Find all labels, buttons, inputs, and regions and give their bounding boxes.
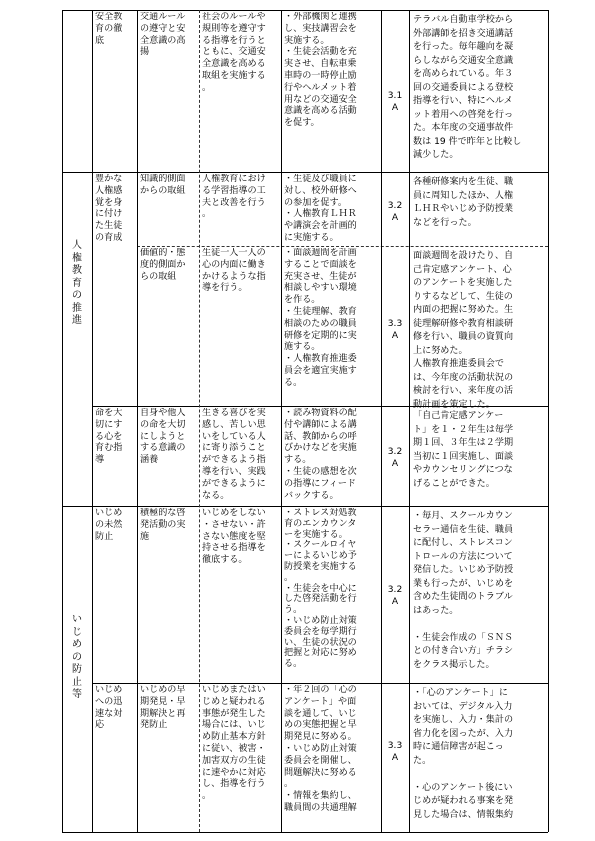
measures-cell: ・外部機関と連携 し、実技講習会を 実施する。 ・生徒会活動を充 実させ、自転車乗 車時の一時停止励 行やヘルメット着 用などの交通安全 意識を高める活動 を促す。 bbox=[284, 12, 357, 129]
measures-cell: ・ストレス対処教 育のエンカウンタ ーを実施する。 ・スクールロイヤ ーによるいじめ予 防授業を実施する 。 ・生徒会を中心に した啓発活動を行 う。 ・いじめ防止対策 委員会を毎学期行 い、生徒の状況の 把握と対応に努め る。 bbox=[284, 508, 357, 670]
row-border bbox=[92, 683, 548, 684]
table-left-border bbox=[62, 10, 63, 832]
evaluation-score: 3.2 A bbox=[387, 585, 403, 607]
item-cell: 豊かな 人権感 覚を身 に付け た生徒 の育成 bbox=[95, 174, 123, 243]
column-border-dashed bbox=[199, 10, 200, 832]
results-cell: ・毎月、スクールカウン セラー通信を生徒、職員 に配付し、ストレスコン トロールの方法について 発信した。いじめ予防授 業も行ったが、いじめを 含めた生徒間のトラブル はあった。 ・生徒会作成の「ＳＮＳ との付き合い方」チラシ をクラス掲示した。 bbox=[413, 511, 514, 670]
perspective-cell: 自身や他人 の命を大切 にしようと する意識の 涵養 bbox=[140, 408, 186, 466]
table-right-border bbox=[548, 10, 549, 832]
policy-cell: 生きる喜びを実 感し、苦しい思 いをしている人 に寄り添うこと ができるよう指 導を行い、実践 ができるように なる。 bbox=[202, 408, 266, 501]
policy-cell: 人権教育におけ る学習指導の工 夫と改善を行う 。 bbox=[202, 174, 266, 220]
measures-cell: ・面談週間を計画 することで面談を 充実させ、生徒が 相談しやすい環境 を作る。 ・生徒理解、教育 相談のための職員 研修を定期的に実 施する。 ・人権教育推進委 員会を適宜実施す る。 bbox=[284, 248, 357, 388]
item-cell: いじめ の未然 防止 bbox=[95, 508, 123, 542]
item-cell: いじめ への迅 速な対 応 bbox=[95, 685, 123, 731]
evaluation-score: 3.2 A bbox=[387, 201, 403, 223]
section-title-human-rights: 人権教育の推進 bbox=[72, 240, 82, 326]
policy-cell: いじめをしない ・させない・許 さない態度を堅 持させる指導を 徹底する。 bbox=[202, 508, 266, 566]
perspective-cell: 交通ルール の遵守と安 全意識の高 揚 bbox=[140, 12, 186, 58]
results-cell: テラバル自動車学校から 外部講師を招き交通講話 を行った。毎年趣向を凝 らしながら交通安全意識 を高められている。年３ 回の交通委員による登校 指導を行い、特にヘルメ ット着用への啓発を行っ た。本年度の交通事故件 数は 19 件で昨年と比較し 減少した。 bbox=[413, 15, 522, 160]
perspective-cell: いじめの早 期発見・早 期解決と再 発防止 bbox=[140, 685, 186, 731]
results-cell: 「自己肯定感アンケー ト」を１・２年生は毎学 期１回、３年生は２学期 当初に１回実施し、面談 やカウンセリングにつな げることができた。 bbox=[413, 411, 514, 489]
column-border bbox=[281, 10, 282, 832]
measures-cell: ・年２回の「心の アンケート」や面 談を通して、いじ めの実態把握と早 期発見に努める。 ・いじめ防止対策 委員会を開催し、 問題解決に努める 。 ・情報を集約し、 職員間の共通理解 bbox=[284, 685, 357, 813]
results-cell: 面談週間を設けたり、自 己肯定感アンケート、心 のアンケートを実施した りするなどして、生徒の 内面の把握に努めた。生 徒理解研修や教育相談研 修を行い、職員の資質向 上に努めた。 人権教育推進委員会で は、今年度の活動状況の 検討を行い、来年度の活 動計画を策定した。 bbox=[413, 251, 514, 410]
policy-cell: いじめまたはい じめと疑われる 事態が発生した 場合には、いじ め防止基本方針 に従い、被害・ 加害双方の生徒 に速やかに対応 し、指導を行う 。 bbox=[202, 685, 266, 802]
section-border bbox=[62, 506, 548, 507]
column-border bbox=[137, 10, 138, 832]
table-top-border bbox=[62, 10, 548, 11]
evaluation-score: 3.3 A bbox=[387, 741, 403, 763]
column-border bbox=[409, 10, 410, 832]
results-cell: 各種研修案内を生徒、職 員に周知したほか、人権 ＬＨＲやいじめ予防授業 などを行った。 bbox=[413, 177, 514, 228]
item-cell: 安全教 育の徹 底 bbox=[95, 12, 123, 46]
perspective-cell: 知識的側面 からの取組 bbox=[140, 174, 186, 196]
evaluation-score: 3.1 A bbox=[387, 91, 403, 113]
column-border bbox=[381, 10, 382, 832]
row-border bbox=[62, 172, 548, 173]
table-bottom-border bbox=[62, 832, 548, 833]
measures-cell: ・生徒及び職員に 対し、校外研修へ の参加を促す。 ・人権教育ＬＨＲ や講演会を計画的 に実施する。 bbox=[284, 174, 357, 243]
policy-cell: 生徒一人一人の 心の内面に働き かけるような指 導を行う。 bbox=[202, 248, 266, 294]
column-border bbox=[92, 10, 93, 832]
measures-cell: ・読み物資料の配 付や講師による講 話、教師からの呼 びかけなどを実施 する。 ・生徒の感想を次 の指導にフィード バックする。 bbox=[284, 408, 357, 501]
perspective-cell: 価値的・態 度的側面か らの取組 bbox=[140, 248, 186, 282]
evaluation-score: 3.2 A bbox=[387, 447, 403, 469]
results-cell: ・「心のアンケート」に おいては、デジタル入力 を実施し、入力・集計の 省力化を図ったが、入力 時に通信障害が起こっ た。 ・心のアンケート後にい じめが疑われる事案を発 見した場合は、情報集約 bbox=[413, 688, 514, 820]
policy-cell: 社会のルールや 規則等を遵守す る指導を行うと ともに、交通安 全意識を高める 取組を実施する 。 bbox=[202, 12, 266, 93]
evaluation-score: 3.3 A bbox=[387, 319, 403, 341]
item-cell: 命を大 切にす る心を 育む指 導 bbox=[95, 408, 123, 466]
section-title-bullying-prevention: いじめの防止等 bbox=[72, 614, 82, 700]
perspective-cell: 積極的な啓 発活動の実 施 bbox=[140, 508, 186, 542]
